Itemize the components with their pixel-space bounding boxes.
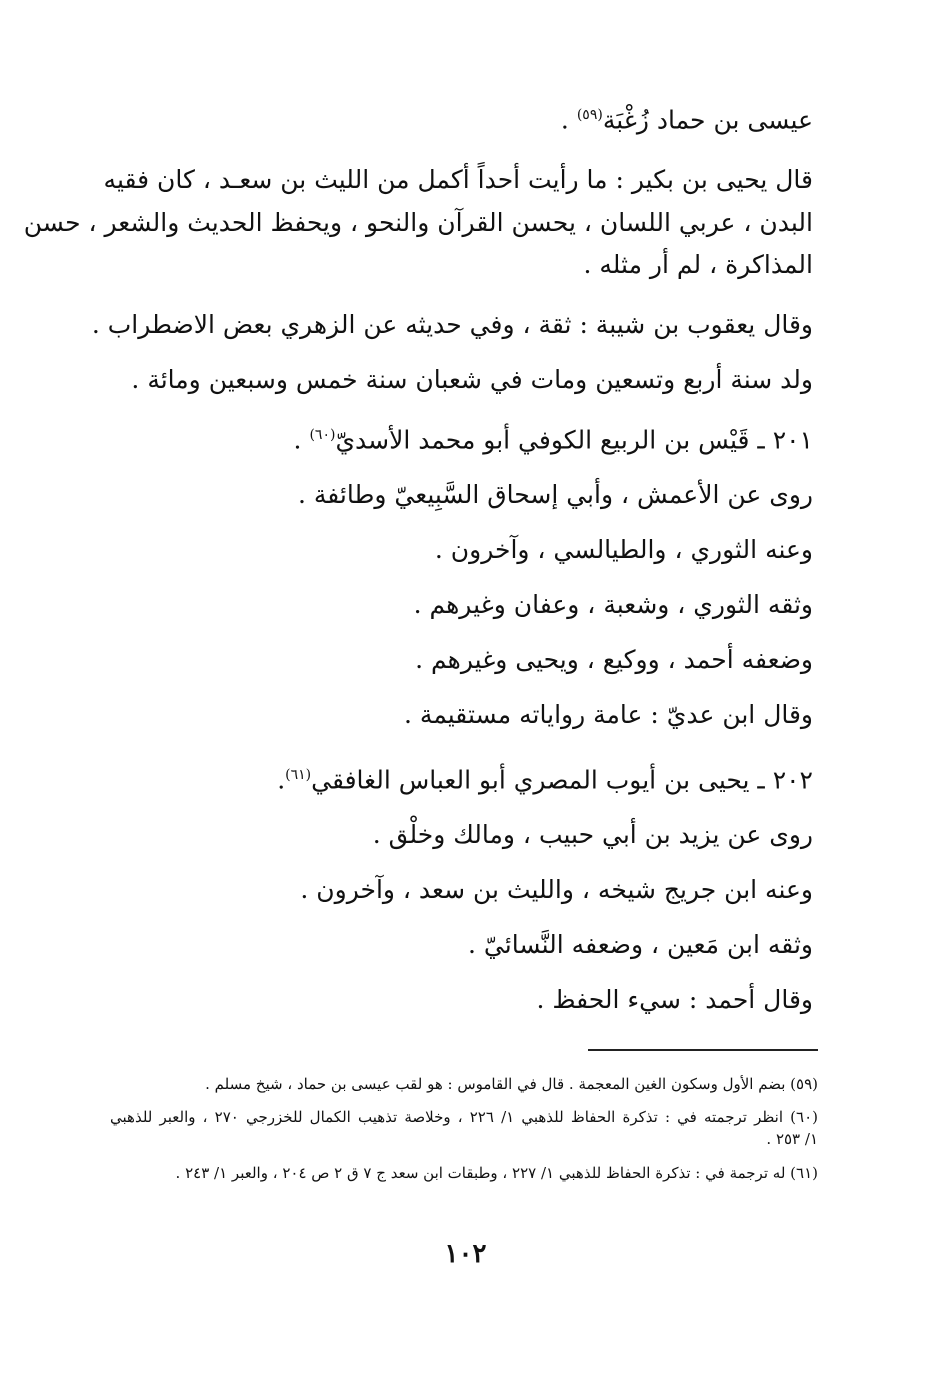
text-line-12: وقال ابن عديّ : عامة رواياته مستقيمة . — [404, 700, 813, 729]
text-line-1-body: عيسى بن حماد زُغْبَة — [602, 105, 813, 135]
entry-heading-201 — [294, 415, 813, 460]
entry-heading-201-end: . — [293, 425, 310, 455]
footnote-separator — [588, 1049, 818, 1051]
text-line-4: المذاكرة ، لم أر مثله . — [583, 250, 813, 279]
text-line-3: البدن ، عربي اللسان ، يحسن القرآن والنحو ، ويحفظ الحديث والشعر ، حسن — [23, 208, 813, 237]
footnote-60: (٦٠) انظر ترجمته في : تذكرة الحفاظ للذهبي ١/ ٢٢٦ ، وخلاصة تذهيب الكمال للخزرجي ٢٧٠ ، والعبر للذهبي — [110, 1108, 819, 1126]
text-line-10: وثقه الثوري ، وشعبة ، وعفان وغيرهم . — [413, 590, 813, 619]
text-line-16: وثقه ابن مَعين ، وضعفه النَّسائيّ . — [468, 930, 813, 959]
text-line-8: روى عن الأعمش ، وأبي إسحاق السَّبِيعيّ وطائفة . — [297, 480, 813, 509]
text-line-2: قال يحيى بن بكير : ما رأيت أحداً أكمل من الليث بن سعـد ، كان فقيه — [103, 165, 813, 194]
entry-heading-202-end: . — [277, 765, 286, 795]
text-line-1-end: . — [560, 105, 577, 135]
text-line-17: وقال أحمد : سيء الحفظ . — [536, 985, 813, 1014]
text-line-6: ولد سنة أربع وتسعين ومات في شعبان سنة خمس وسبعين ومائة . — [131, 365, 813, 394]
page-number: ١٠٢ — [444, 1239, 487, 1269]
text-line-1 — [561, 95, 813, 140]
entry-heading-202 — [277, 755, 813, 800]
text-line-15: وعنه ابن جريج شيخه ، والليث بن سعد ، وآخرون . — [300, 875, 813, 904]
entry-heading-202-body: ٢٠٢ ـ يحيى بن أيوب المصري أبو العباس الغافقي — [311, 765, 813, 795]
footnote-60-continued: ١/ ٢٥٣ . — [766, 1130, 818, 1148]
entry-heading-201-body: ٢٠١ ـ قَيْس بن الربيع الكوفي أبو محمد الأسديّ — [335, 425, 813, 455]
footnote-59: (٥٩) بضم الأول وسكون الغين المعجمة . قال في القاموس : هو لقب عيسى بن حماد ، شيخ مسلم . — [205, 1075, 818, 1093]
footnote-ref-61: (٦١) — [285, 767, 312, 783]
footnote-ref-60: (٦٠) — [309, 427, 336, 443]
footnote-61: (٦١) له ترجمة في : تذكرة الحفاظ للذهبي ١/ ٢٢٧ ، وطبقات ابن سعد ج ٧ ق ٢ ص ٢٠٤ ، والعبر ١/ ٢٤٣ . — [175, 1164, 818, 1182]
text-line-11: وضعفه أحمد ، ووكيع ، ويحيى وغيرهم . — [415, 645, 813, 674]
footnote-ref-59: (٥٩) — [576, 107, 603, 123]
text-line-5: وقال يعقوب بن شيبة : ثقة ، وفي حديثه عن الزهري بعض الاضطراب . — [91, 310, 813, 339]
text-line-14: روى عن يزيد بن أبي حبيب ، ومالك وخلْق . — [372, 820, 813, 849]
text-line-9: وعنه الثوري ، والطيالسي ، وآخرون . — [434, 535, 813, 564]
